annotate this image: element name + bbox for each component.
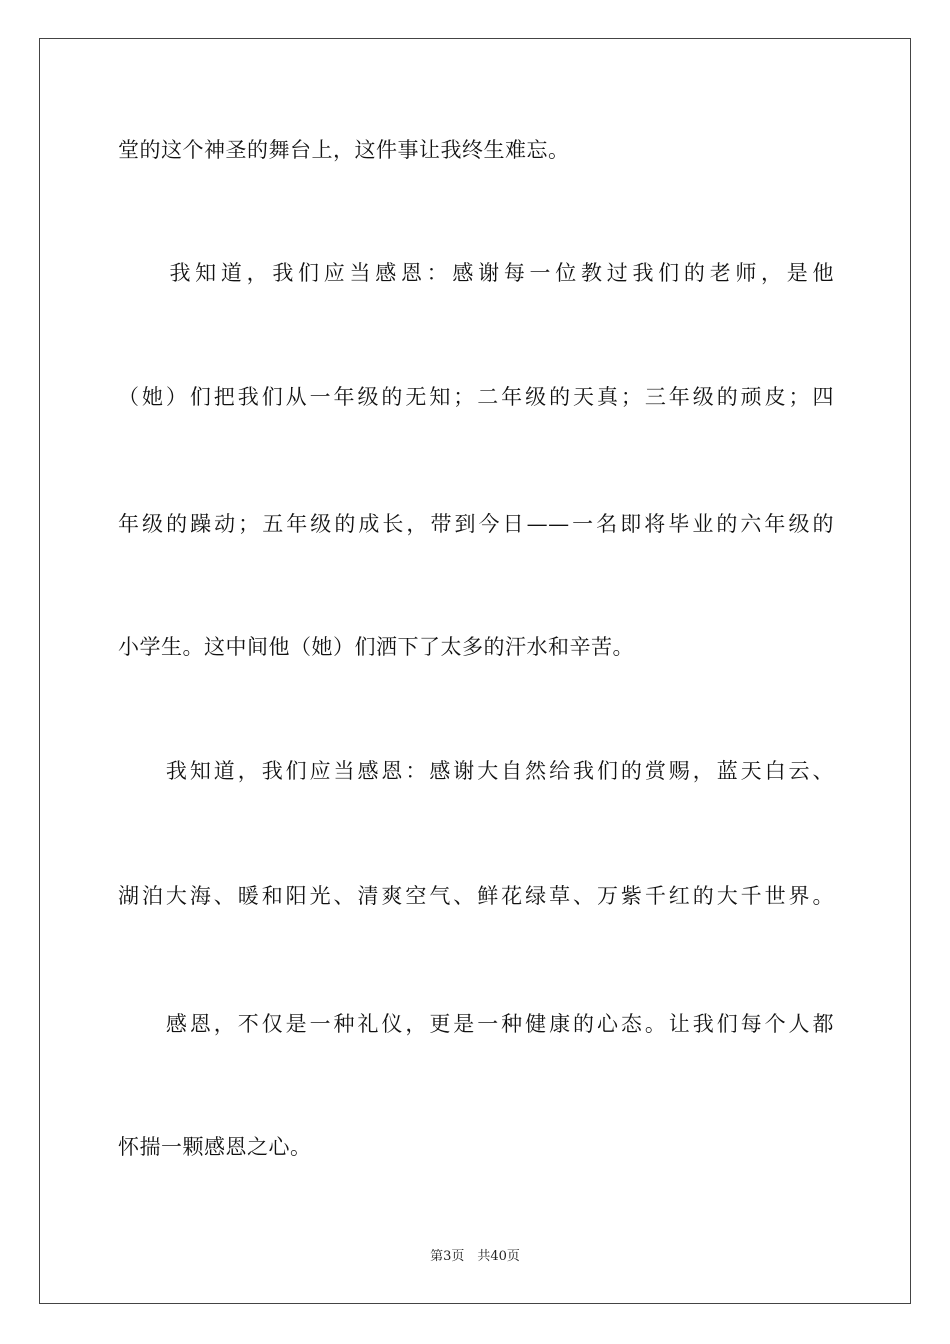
text-line: 我知道，我们应当感恩：感谢大自然给我们的赏赐，蓝天白云、 bbox=[118, 759, 834, 783]
text-line: 我知道，我们应当感恩：感谢每一位教过我们的老师，是他 bbox=[118, 261, 834, 285]
text-line: 年级的躁动；五年级的成长，带到今日——一名即将毕业的六年级的 bbox=[118, 512, 834, 536]
text-line: 小学生。这中间他（她）们洒下了太多的汗水和辛苦。 bbox=[118, 635, 634, 659]
text-line: 感恩，不仅是一种礼仪，更是一种健康的心态。让我们每个人都 bbox=[118, 1012, 834, 1036]
page-number-footer: 第3页 共40页 bbox=[430, 1249, 520, 1264]
text-line: 怀揣一颗感恩之心。 bbox=[118, 1135, 312, 1159]
text-line: 湖泊大海、暖和阳光、清爽空气、鲜花绿草、万紫千红的大千世界。 bbox=[118, 884, 834, 908]
text-line: （她）们把我们从一年级的无知；二年级的天真；三年级的顽皮；四 bbox=[118, 385, 834, 409]
page-border bbox=[39, 38, 911, 1304]
text-line: 堂的这个神圣的舞台上，这件事让我终生难忘。 bbox=[118, 138, 570, 162]
